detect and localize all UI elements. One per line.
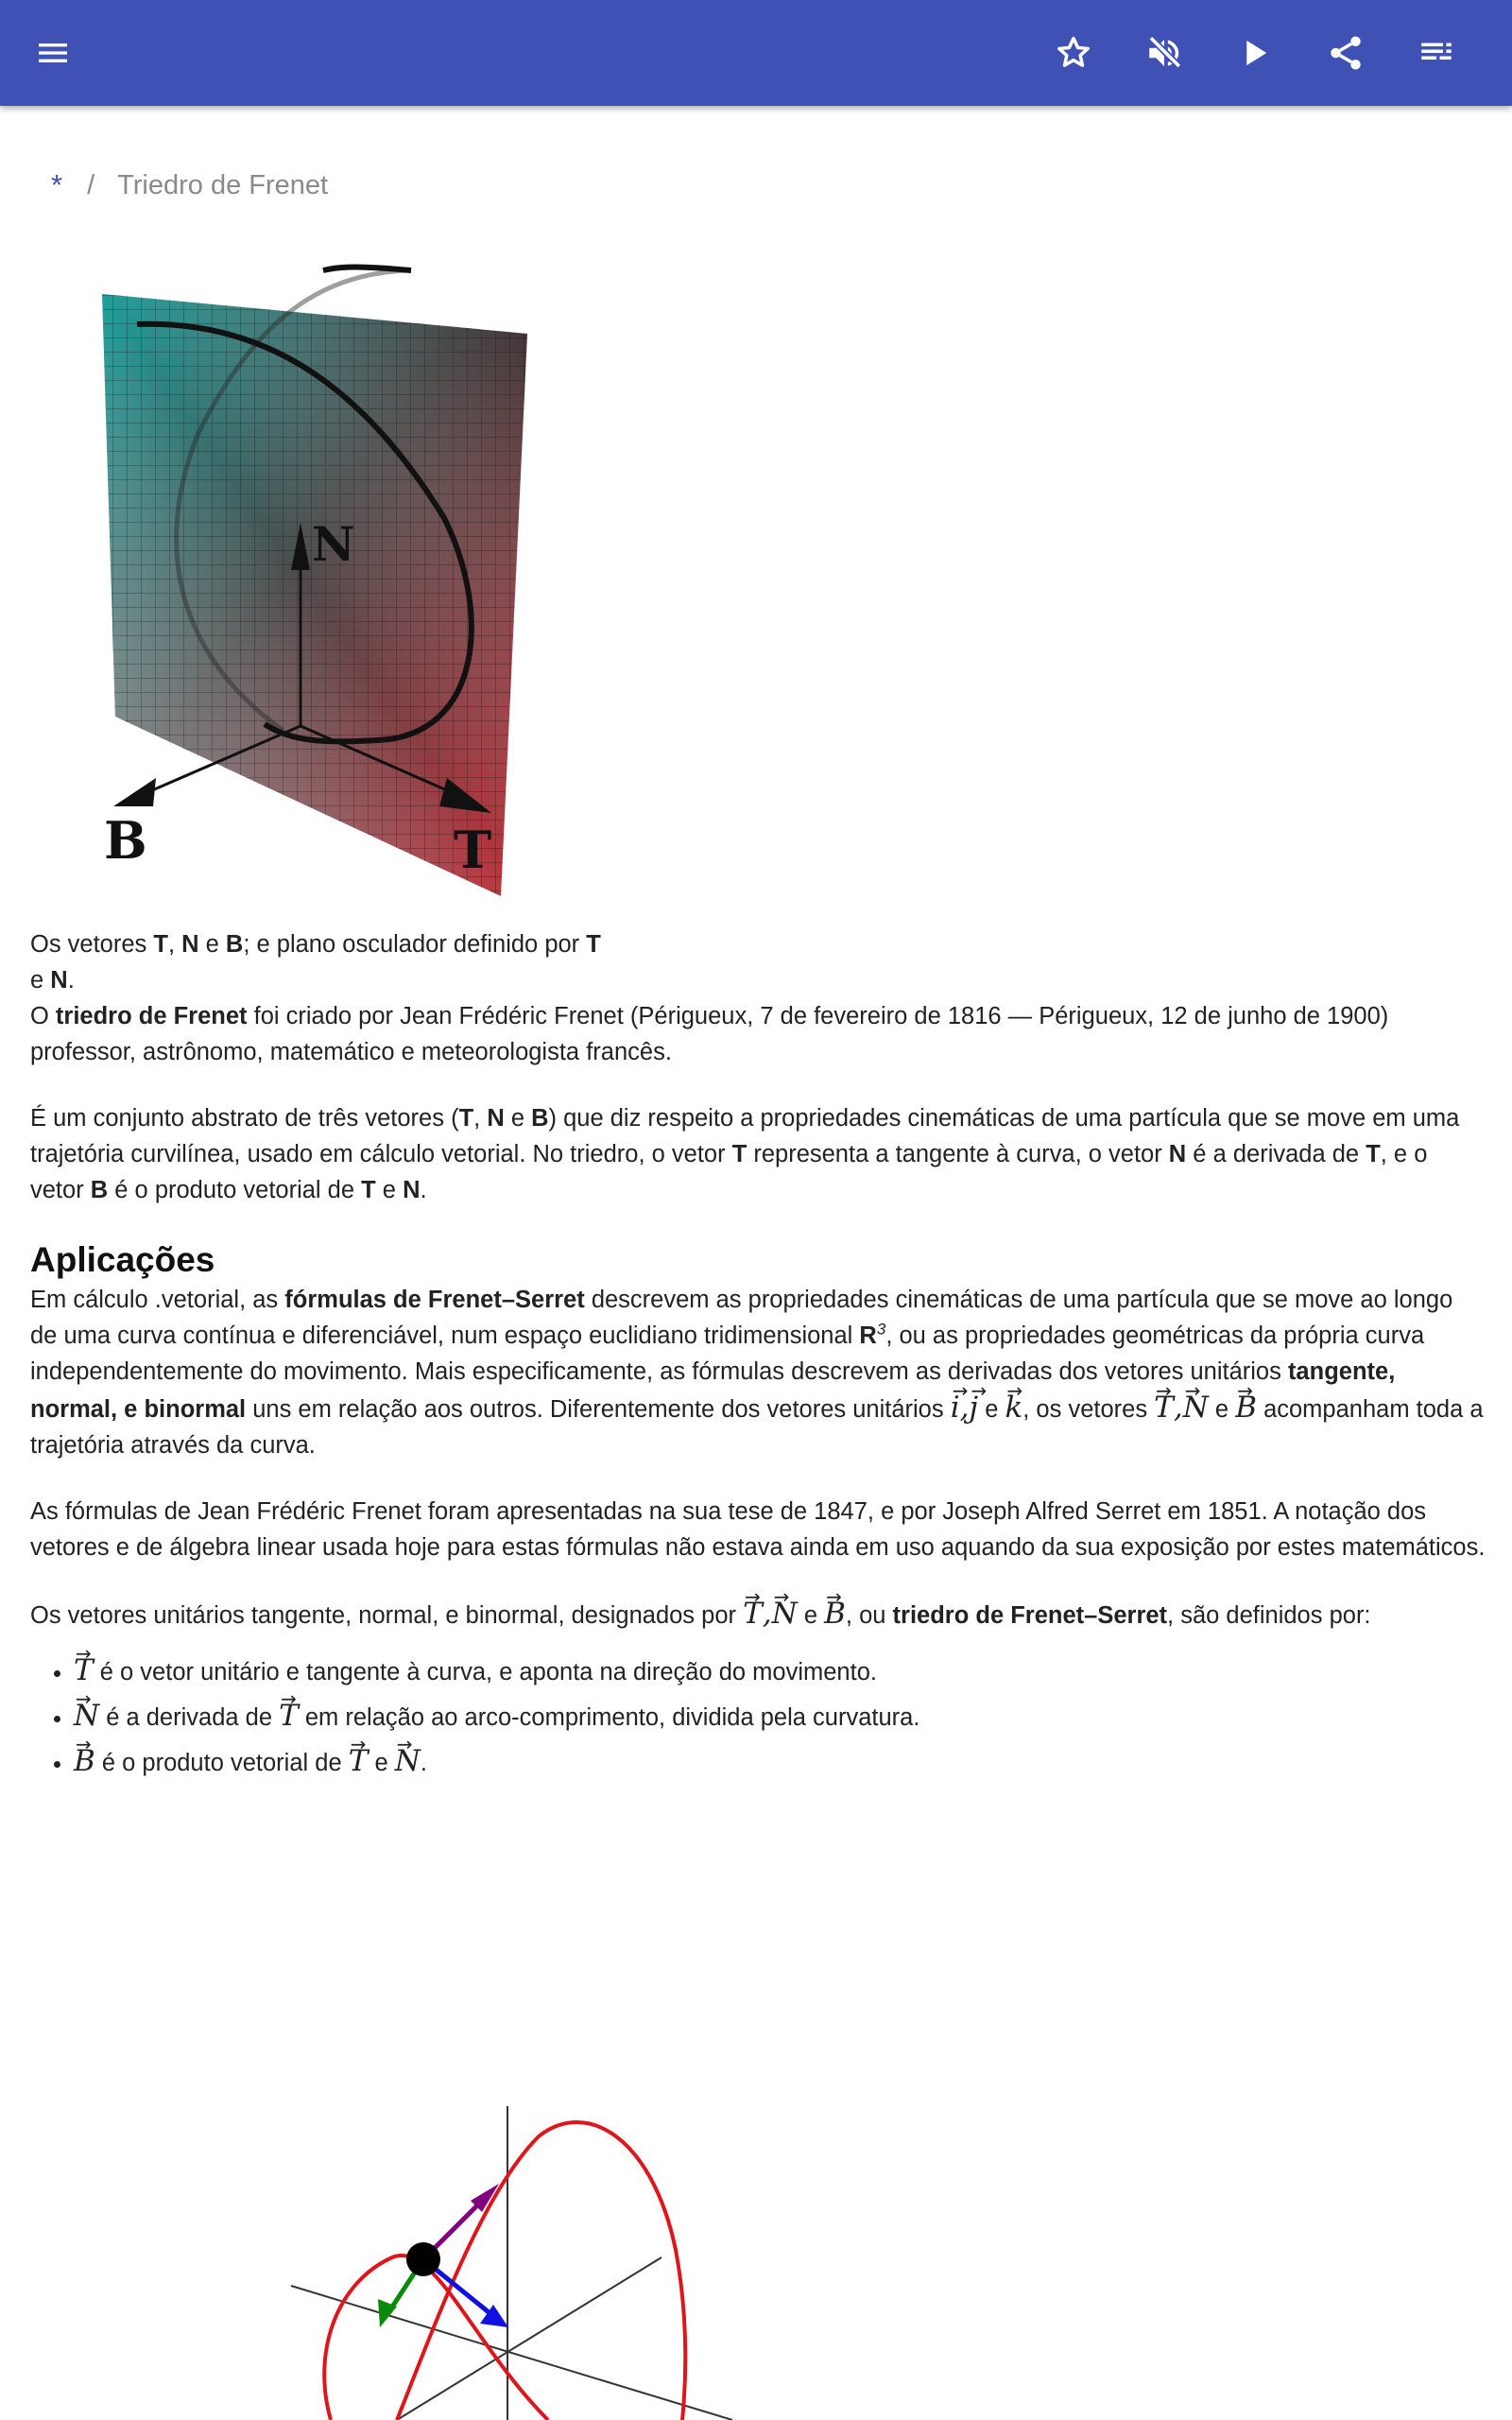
share-button[interactable] — [1315, 23, 1376, 83]
axis-y — [397, 2257, 662, 2420]
star-outline-icon — [1054, 33, 1093, 73]
hamburger-menu-icon — [34, 34, 72, 72]
unit-vectors-paragraph: Os vetores unitários tangente, normal, e binormal, designados por → T,→ N e → B, ou triedro de Frenet–Serret, são definidos por: — [30, 1596, 1486, 1634]
list-item: • → N é a derivada de → T em relação ao arco-comprimento, dividida pela curvatura. — [74, 1698, 1486, 1736]
breadcrumb — [51, 168, 328, 202]
menu-button[interactable] — [23, 23, 83, 83]
moving-frame-figure — [246, 2080, 775, 2420]
favorite-button[interactable] — [1043, 23, 1104, 83]
playlist-icon — [1417, 33, 1456, 73]
particle-point — [406, 2242, 440, 2276]
frenet-frame-figure — [85, 253, 558, 906]
definitions-list — [30, 1652, 1486, 1781]
volume-off-icon — [1144, 33, 1184, 73]
section-heading: Aplicações — [30, 1240, 215, 1279]
list-item: • → B é o produto vetorial de → T e → N. — [74, 1743, 1486, 1781]
list-item: • → T é o vetor unitário e tangente à curva, e aponta na direção do movimento. — [74, 1652, 1486, 1690]
article-content — [30, 926, 1486, 1789]
definition-paragraph: É um conjunto abstrato de três vetores (T, N e B) que diz respeito a propriedades cinemáticas de uma partícula que se move em uma trajetória curvilínea, usado em cálculo vetorial. No triedro, o vetor T representa a tangente à curva, o vetor N é a derivada de T, e o vetor B é o produto vetorial de T e N. — [30, 1105, 1460, 1203]
breadcrumb-home-link[interactable]: * — [51, 168, 63, 201]
share-icon — [1326, 33, 1366, 73]
binormal-vector-arrow — [113, 778, 156, 806]
figure-caption: Os vetores T, N e B; e plano osculador definido por T e N. — [30, 931, 601, 994]
normal-vector-label: N — [312, 516, 355, 572]
breadcrumb-separator: / — [87, 169, 95, 200]
axis-x — [291, 2286, 732, 2420]
applications-paragraph: Em cálculo .vetorial, as fórmulas de Frenet–Serret descrevem as propriedades cinemáticas de uma partícula que se move ao longo de uma curva contínua e diferenciável, num espaço euclidiano tridimensional $R^3$, ou as propriedades geométricas da própria curva independentemente do movimento. Mais especificamente, as fórmulas descrevem as derivadas dos vetores unitários tangente, normal, e binormal uns em relação aos outros. Diferentemente dos vetores unitários → i,→ j e → k, os vetores → T,→ N e → B acompanham toda a trajetória através da curva. — [30, 1282, 1486, 1463]
binormal-vector-label: B — [104, 810, 147, 871]
tangent-vector-label: T — [454, 820, 492, 880]
play-icon — [1235, 33, 1275, 73]
space-curve — [323, 268, 411, 270]
app-bar — [0, 0, 1512, 106]
history-paragraph: As fórmulas de Jean Frédéric Frenet foram apresentadas na sua tese de 1847, e por Joseph Alfred Serret em 1851. A notação dos vetores e de álgebra linear usada hoje para estas fórmulas não estava ainda em uso aquando da sua exposição por estes matemáticos. — [30, 1498, 1486, 1561]
breadcrumb-current: Triedro de Frenet — [117, 169, 329, 200]
playlist-button[interactable] — [1406, 23, 1467, 83]
play-button[interactable] — [1225, 23, 1285, 83]
intro-paragraph: O triedro de Frenet foi criado por Jean Frédéric Frenet (Périgueux, 7 de fevereiro de 1816 — Périgueux, 12 de junho de 1900) professor, astrônomo, matemático e meteorologista francês. — [30, 1003, 1389, 1065]
mute-button[interactable] — [1134, 23, 1194, 83]
